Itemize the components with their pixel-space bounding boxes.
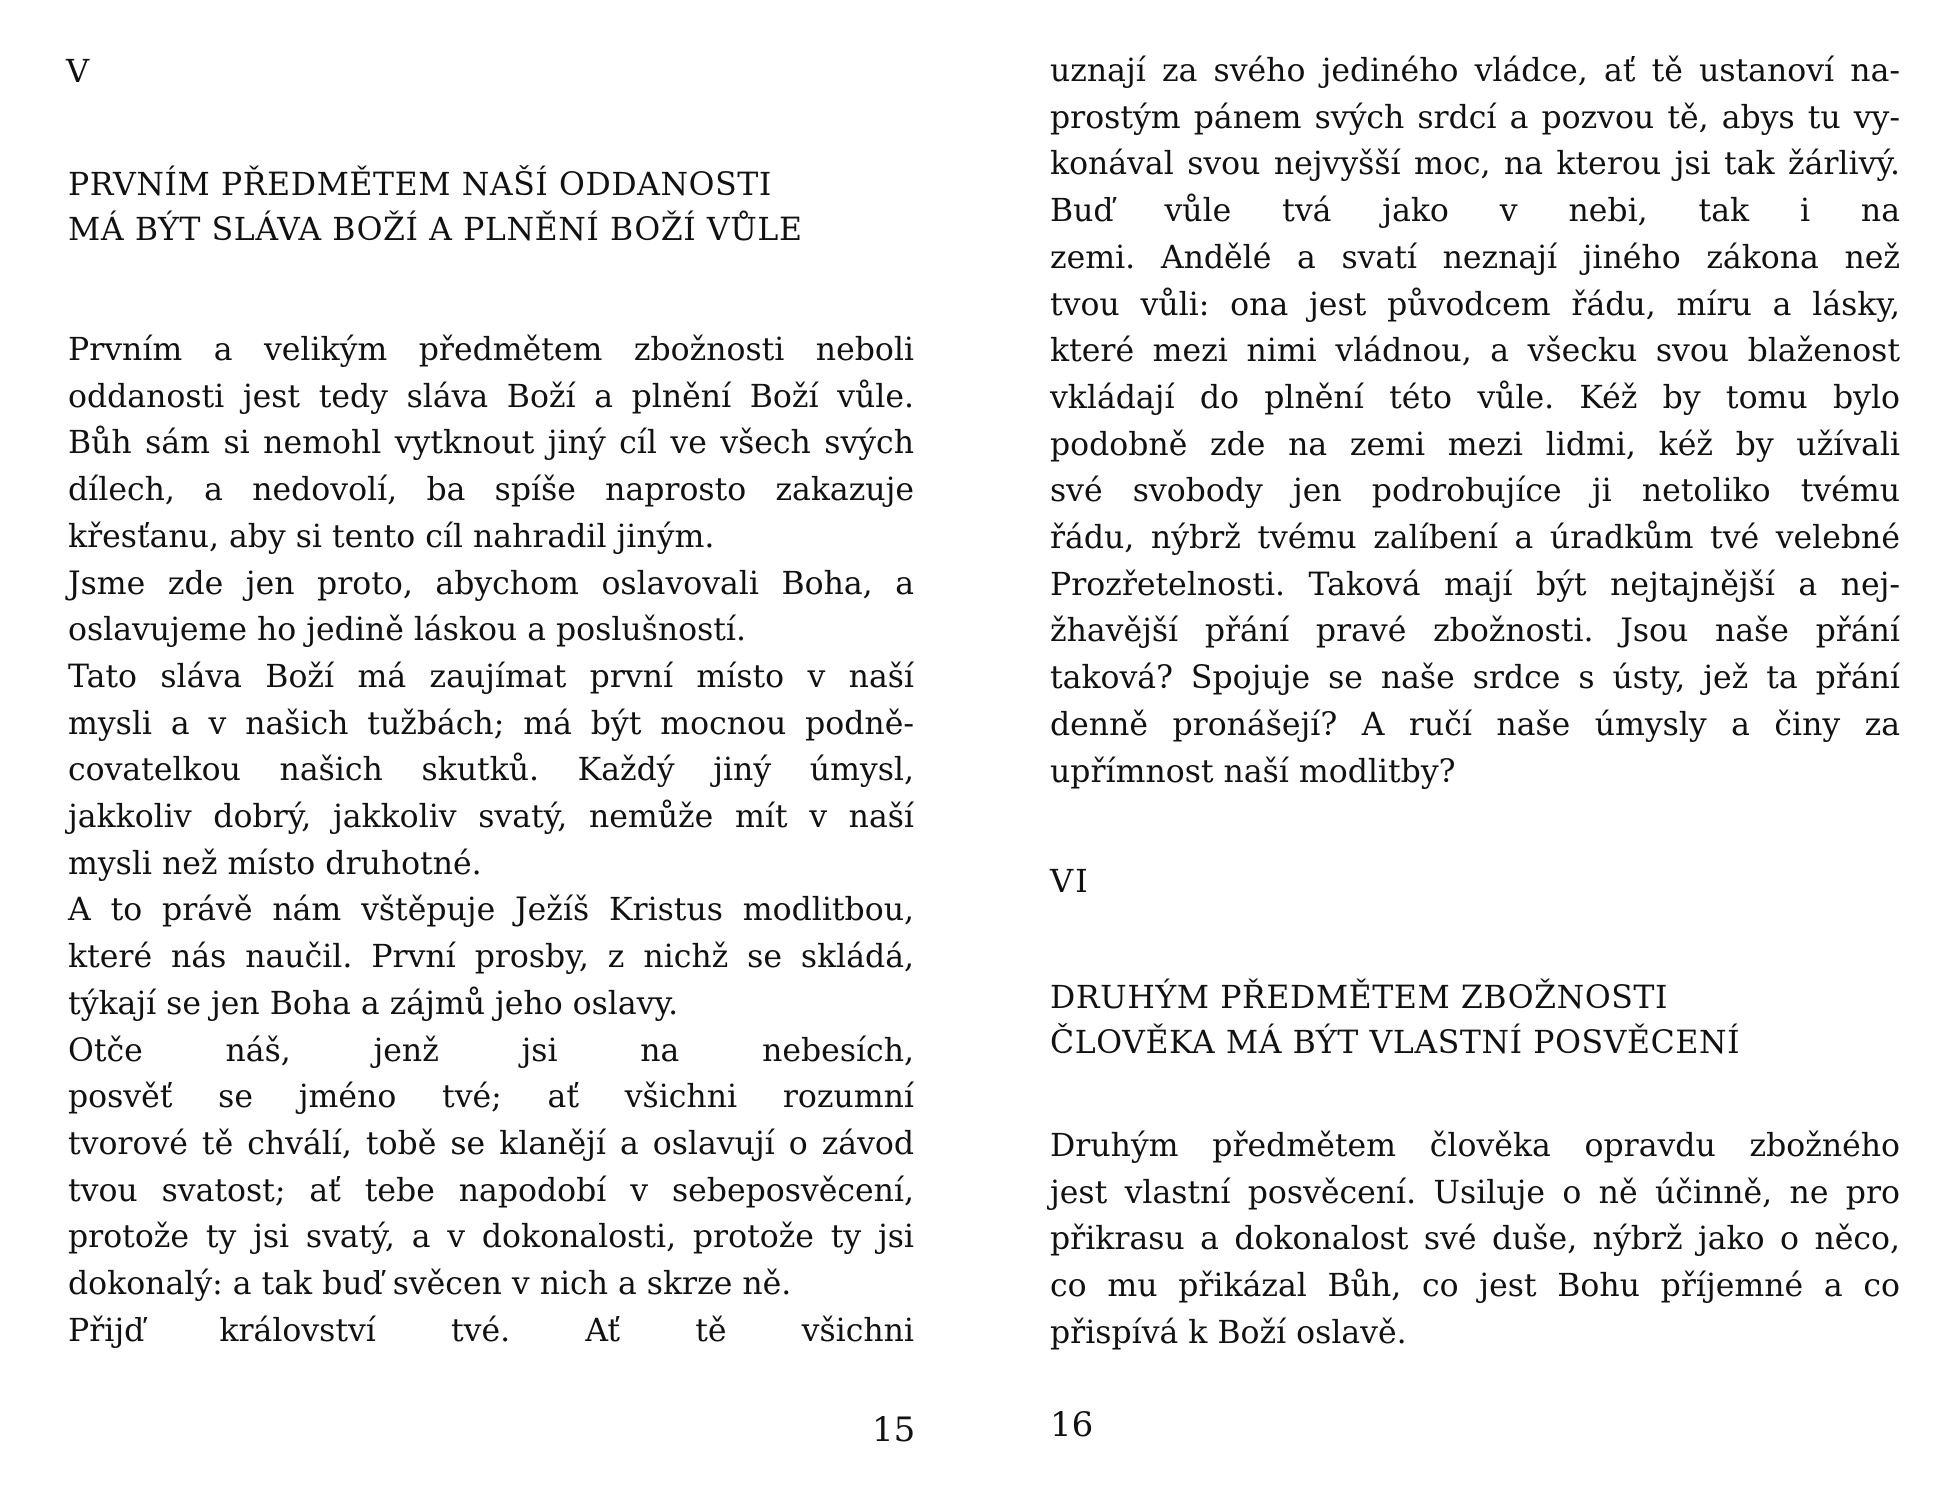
text-line: prostým pánem svých srdcí a pozvou tě, abys tu vy- xyxy=(1050,99,1900,136)
heading-line: PRVNÍM PŘEDMĚTEM NAŠÍ ODDANOSTI xyxy=(68,167,772,203)
text-line: Bůh sám si nemohl vytknout jiný cíl ve všech svých xyxy=(68,425,914,462)
text-line: Prvním a velikým předmětem zbožnosti neboli xyxy=(68,332,914,368)
text-line: křesťanu, aby si tento cíl nahradil jiným. xyxy=(68,518,715,555)
heading-line: ČLOVĚKA MÁ BÝT VLASTNÍ POSVĚCENÍ xyxy=(1050,1025,1741,1061)
text-line: zemi. Andělé a svatí neznají jiného zákona než xyxy=(1050,239,1900,276)
text-line: přikrasu a dokonalost své duše, nýbrž jako o něco, xyxy=(1050,1221,1900,1258)
text-line: uznají za svého jediného vládce, ať tě ustanoví na- xyxy=(1050,53,1900,89)
text-line: které nás naučil. První prosby, z nichž se skládá, xyxy=(68,939,914,976)
body-text xyxy=(1050,48,1900,795)
text-line: dokonalý: a tak buď svěcen v nich a skrze ně. xyxy=(68,1266,792,1303)
text-line: upřímnost naší modlitby? xyxy=(1050,753,1456,790)
text-line: konával svou nejvyšší moc, na kterou jsi tak žárlivý. xyxy=(1050,146,1900,183)
text-line: posvěť se jméno tvé; ať všichni rozumní xyxy=(68,1079,914,1116)
text-line: své svobody jen podrobujíce ji netoliko tvému xyxy=(1050,473,1900,510)
text-line: Buď vůle tvá jako v nebi, tak i na xyxy=(1050,193,1900,230)
text-line: Prozřetelnosti. Taková mají být nejtajnější a nej- xyxy=(1050,566,1900,603)
text-line: Jsme zde jen proto, abychom oslavovali Boha, a xyxy=(68,565,914,602)
text-line: oslavujeme ho jedině láskou a poslušností. xyxy=(68,612,747,649)
text-line: mysli než místo druhotné. xyxy=(68,845,482,882)
right-page xyxy=(969,0,1938,1500)
page-number: 16 xyxy=(1050,1405,1094,1445)
text-line: přispívá k Boží oslavě. xyxy=(1050,1314,1407,1351)
text-line: covatelkou našich skutků. Každý jiný úmysl, xyxy=(68,752,914,789)
body-text xyxy=(68,327,914,1354)
text-line: oddanosti jest tedy sláva Boží a plnění Boží vůle. xyxy=(68,378,914,415)
body-text-2 xyxy=(1050,1123,1900,1357)
text-line: denně pronášejí? A ručí naše úmysly a činy za xyxy=(1050,706,1900,743)
text-line: týkají se jen Boha a zájmů jeho oslavy. xyxy=(68,985,679,1022)
chapter-number: V xyxy=(66,52,92,90)
heading-line: MÁ BÝT SLÁVA BOŽÍ A PLNĚNÍ BOŽÍ VŮLE xyxy=(68,212,803,248)
heading-line: DRUHÝM PŘEDMĚTEM ZBOŽNOSTI xyxy=(1050,980,1669,1016)
text-line: jest vlastní posvěcení. Usiluje o ně účinně, ne pro xyxy=(1050,1174,1900,1211)
text-line: Druhým předmětem člověka opravdu zbožného xyxy=(1050,1128,1900,1164)
text-line: Přijď království tvé. Ať tě všichni xyxy=(68,1312,914,1349)
text-line: Tato sláva Boží má zaujímat první místo v naší xyxy=(68,658,914,695)
text-line: podobně zde na zemi mezi lidmi, kéž by užívali xyxy=(1050,426,1900,463)
text-line: které mezi nimi vládnou, a všecku svou blaženost xyxy=(1050,333,1900,370)
text-line: co mu přikázal Bůh, co jest Bohu příjemné a co xyxy=(1050,1268,1900,1305)
text-line: tvorové tě chválí, tobě se klanějí a oslavují o závod xyxy=(68,1125,914,1162)
chapter-heading xyxy=(68,163,803,253)
text-line: vkládají do plnění této vůle. Kéž by tomu bylo xyxy=(1050,379,1900,416)
text-line: řádu, nýbrž tvému zalíbení a úradkům tvé velebné xyxy=(1050,520,1900,557)
text-line: protože ty jsi svatý, a v dokonalosti, protože ty jsi xyxy=(68,1219,914,1256)
chapter-number: VI xyxy=(1050,862,1090,900)
text-line: jakkoliv dobrý, jakkoliv svatý, nemůže mít v naší xyxy=(68,799,914,836)
page-number: 15 xyxy=(872,1410,916,1450)
text-line: mysli a v našich tužbách; má být mocnou podně- xyxy=(68,705,914,742)
text-line: tvou svatost; ať tebe napodobí v sebeposvěcení, xyxy=(68,1172,914,1209)
chapter-heading xyxy=(1050,976,1740,1066)
text-line: A to právě nám vštěpuje Ježíš Kristus modlitbou, xyxy=(68,892,914,929)
text-line: dílech, a nedovolí, ba spíše naprosto zakazuje xyxy=(68,472,914,509)
text-line: žhavější přání pravé zbožnosti. Jsou naše přání xyxy=(1050,613,1900,650)
text-line: taková? Spojuje se naše srdce s ústy, jež ta přání xyxy=(1050,660,1900,697)
text-line: Otče náš, jenž jsi na nebesích, xyxy=(68,1032,914,1069)
text-line: tvou vůli: ona jest původcem řádu, míru a lásky, xyxy=(1050,286,1900,323)
